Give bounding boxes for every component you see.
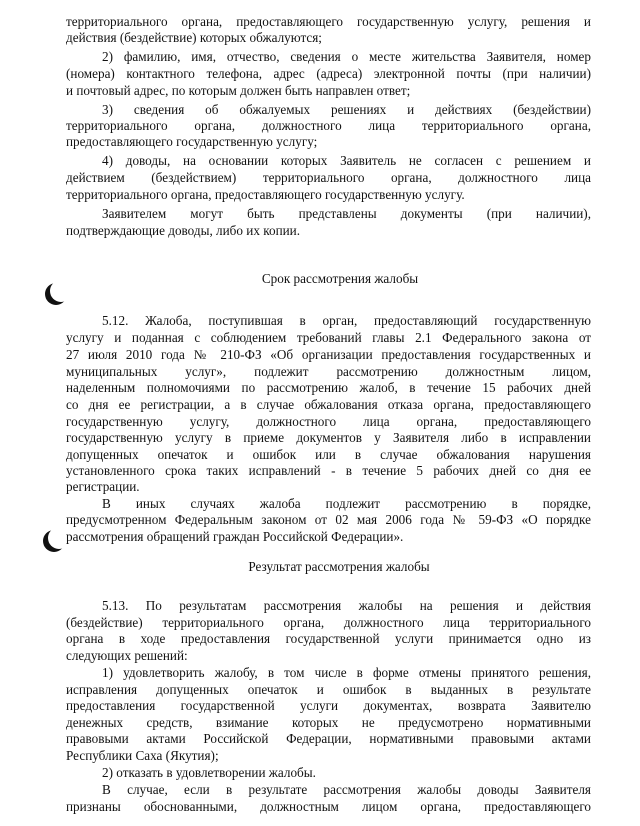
text-line: 5.13. По результатам рассмотрения жалобы на решения и действия [102, 598, 591, 613]
section-heading-result: Результат рассмотрения жалобы [248, 559, 430, 574]
text-line: предусмотренном Федеральным законом от 02 мая 2006 года № 59-ФЗ «О порядке [66, 512, 591, 527]
text-line: Республики Саха (Якутия); [66, 748, 219, 763]
text-line: 3) сведения об обжалуемых решениях и действиях (бездействии) [102, 102, 591, 117]
text-line: территориального органа, предоставляющего государственную услугу, решения и [66, 14, 591, 29]
text-line: услугу и поданная с соблюдением требований главы 2.1 Федерального закона от [66, 330, 591, 345]
text-line: правовыми актами Российской Федерации, нормативными правовыми актами [66, 731, 591, 746]
text-line: денежных средств, взимание которых не предусмотрено нормативными [66, 715, 591, 730]
text-line: 2) отказать в удовлетворении жалобы. [102, 765, 316, 780]
text-line: предоставляющего государственную услугу; [66, 134, 318, 149]
scan-mark-icon [48, 527, 70, 549]
text-line: 2) фамилию, имя, отчество, сведения о месте жительства Заявителя, номер [102, 49, 591, 64]
text-line: действием (бездействием) территориального органа, должностного лица [66, 170, 591, 185]
text-line: государственную услугу в приеме документов у Заявителя либо в исправлении [66, 430, 591, 445]
text-line: со дня ее регистрации, а в случае обжалования отказа органа, предоставляющего [66, 397, 591, 412]
section-heading-term: Срок рассмотрения жалобы [261, 271, 419, 286]
text-line: территориального органа, должностного лица территориального органа, [66, 118, 591, 133]
text-line: действия (бездействие) которых обжалуются; [66, 30, 322, 45]
text-line: 27 июля 2010 года № 210-ФЗ «Об организации предоставления государственных и [66, 347, 591, 362]
text-line: государственную услугу, должностного лица органа, предоставляющего [66, 414, 591, 429]
text-line: и почтовый адрес, по которым должен быть направлен ответ; [66, 83, 411, 98]
text-line: признаны обоснованными, должностным лицом органа, предоставляющего [66, 799, 591, 814]
text-line: наделенным полномочиями по рассмотрению жалоб, в течение 15 рабочих дней [66, 380, 591, 395]
text-line: муниципальных услуг», подлежит рассмотрению должностным лицом, [66, 364, 591, 379]
text-line: регистрации. [66, 479, 140, 494]
text-line: допущенных опечаток и ошибок или в случае обжалования нарушения [66, 447, 591, 462]
text-line: 5.12. Жалоба, поступившая в орган, предоставляющий государственную [102, 313, 591, 328]
text-line: органа в ходе предоставления государственной услуги принимается одно из [66, 631, 591, 646]
text-line: В иных случаях жалоба подлежит рассмотрению в порядке, [102, 496, 591, 511]
text-line: предоставления государственной услуги документах, возврата Заявителю [66, 698, 591, 713]
text-line: Заявителем могут быть представлены документы (при наличии), [102, 206, 591, 221]
text-line: исправления допущенных опечаток и ошибок в выданных в результате [66, 682, 591, 697]
text-line: установленного срока таких исправлений - в течение 5 рабочих дней со дня ее [66, 463, 591, 478]
text-line: подтверждающие доводы, либо их копии. [66, 223, 301, 238]
text-line: рассмотрения обращений граждан Российской Федерации». [66, 529, 404, 544]
text-line: (номера) контактного телефона, адрес (адреса) электронной почты (при наличии) [66, 66, 591, 81]
text-line: следующих решений: [66, 648, 188, 663]
text-line: (бездействие) территориального органа, должностного лица территориального [66, 615, 591, 630]
text-line: 1) удовлетворить жалобу, в том числе в форме отмены принятого решения, [102, 665, 591, 680]
text-line: территориального органа, предоставляющего государственную услугу. [66, 187, 465, 202]
text-line: В случае, если в результате рассмотрения жалобы доводы Заявителя [102, 782, 591, 797]
text-line: 4) доводы, на основании которых Заявитель не согласен с решением и [102, 153, 591, 168]
